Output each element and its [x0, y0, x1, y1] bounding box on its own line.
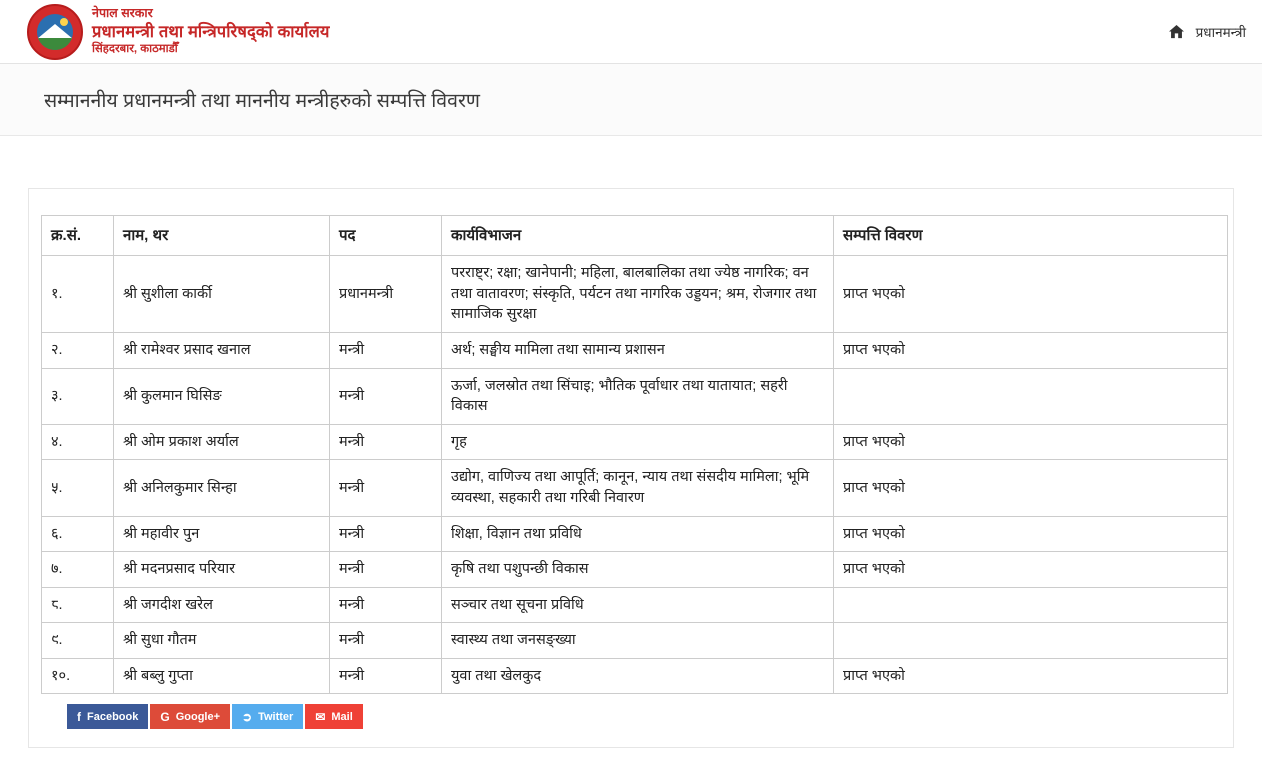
cell-post: मन्त्री [330, 424, 442, 460]
cell-property: प्राप्त भएको [834, 333, 1228, 369]
cell-sn: ४. [42, 424, 114, 460]
cell-post: मन्त्री [330, 623, 442, 659]
twitter-icon: ➲ [242, 709, 253, 724]
share-facebook-button[interactable] [67, 704, 148, 729]
cell-sn: ९. [42, 623, 114, 659]
cell-post: मन्त्री [330, 587, 442, 623]
column-header-name: नाम, थर [114, 216, 330, 256]
column-header-sn: क्र.सं. [42, 216, 114, 256]
nepal-government-emblem-icon [28, 5, 82, 59]
cell-post: मन्त्री [330, 460, 442, 516]
header-nav [1169, 23, 1248, 41]
column-header-post: पद [330, 216, 442, 256]
cell-work: शिक्षा, विज्ञान तथा प्रविधि [442, 516, 834, 552]
cell-property [834, 623, 1228, 659]
cell-name: श्री मदनप्रसाद परियार [114, 552, 330, 588]
cell-name: श्री ओम प्रकाश अर्याल [114, 424, 330, 460]
cell-post: मन्त्री [330, 333, 442, 369]
brand-line-office: प्रधानमन्त्री तथा मन्त्रिपरिषद्को कार्यालय [92, 22, 330, 41]
cell-work: गृह [442, 424, 834, 460]
cell-post: मन्त्री [330, 658, 442, 694]
cell-name: श्री बब्लु गुप्ता [114, 658, 330, 694]
facebook-icon: f [77, 709, 81, 724]
cell-work: युवा तथा खेलकुद [442, 658, 834, 694]
cell-property: प्राप्त भएको [834, 460, 1228, 516]
cell-work: अर्थ; सङ्घीय मामिला तथा सामान्य प्रशासन [442, 333, 834, 369]
google-plus-icon: G [160, 709, 170, 724]
cell-work: कृषि तथा पशुपन्छी विकास [442, 552, 834, 588]
share-mail-label: Mail [331, 710, 353, 723]
cell-sn: ५. [42, 460, 114, 516]
table-header-row [42, 216, 1228, 256]
table-row [42, 424, 1228, 460]
cell-name: श्री सुधा गौतम [114, 623, 330, 659]
brand-text [92, 6, 330, 57]
table-row [42, 658, 1228, 694]
cell-property: प्राप्त भएको [834, 552, 1228, 588]
content-wrap [0, 136, 1262, 748]
cell-sn: ७. [42, 552, 114, 588]
table-row [42, 587, 1228, 623]
cell-work: सञ्चार तथा सूचना प्रविधि [442, 587, 834, 623]
column-header-work: कार्यविभाजन [442, 216, 834, 256]
cell-property [834, 368, 1228, 424]
brand[interactable] [28, 5, 330, 59]
cell-work: स्वास्थ्य तथा जनसङ्ख्या [442, 623, 834, 659]
table-row [42, 368, 1228, 424]
share-mail-button[interactable] [305, 704, 362, 729]
cell-work: ऊर्जा, जलस्रोत तथा सिंचाइ; भौतिक पूर्वाधार तथा यातायात; सहरी विकास [442, 368, 834, 424]
cell-sn: २. [42, 333, 114, 369]
column-header-property: सम्पत्ति विवरण [834, 216, 1228, 256]
cell-post: मन्त्री [330, 368, 442, 424]
mail-icon: ✉ [315, 709, 326, 724]
table-row [42, 516, 1228, 552]
cell-post: मन्त्री [330, 516, 442, 552]
cell-property: प्राप्त भएको [834, 256, 1228, 333]
cell-name: श्री अनिलकुमार सिन्हा [114, 460, 330, 516]
share-google-plus-label: Google+ [175, 710, 221, 723]
cell-property: प्राप्त भएको [834, 424, 1228, 460]
cell-sn: ३. [42, 368, 114, 424]
brand-line-address: सिंहदरबार, काठमाडौँ [92, 43, 178, 56]
cell-sn: १. [42, 256, 114, 333]
cell-property: प्राप्त भएको [834, 516, 1228, 552]
nav-item-prime-minister[interactable]: प्रधानमन्त्री [1195, 24, 1246, 40]
cell-post: प्रधानमन्त्री [330, 256, 442, 333]
share-facebook-label: Facebook [87, 710, 139, 723]
share-buttons [67, 704, 1221, 729]
share-twitter-label: Twitter [258, 710, 294, 723]
cell-name: श्री कुलमान घिसिङ [114, 368, 330, 424]
share-twitter-button[interactable] [232, 704, 303, 729]
cell-post: मन्त्री [330, 552, 442, 588]
cell-property [834, 587, 1228, 623]
cell-sn: १०. [42, 658, 114, 694]
property-details-table [41, 215, 1228, 694]
table-row [42, 552, 1228, 588]
cell-work: उद्योग, वाणिज्य तथा आपूर्ति; कानून, न्याय तथा संसदीय मामिला; भूमि व्यवस्था, सहकारी तथा गरिबी निवारण [442, 460, 834, 516]
table-row [42, 460, 1228, 516]
cell-work: परराष्ट्र; रक्षा; खानेपानी; महिला, बालबालिका तथा ज्येष्ठ नागरिक; वन तथा वातावरण; संस्कृति, पर्यटन तथा नागरिक उड्डयन; श्रम, रोजगार तथा सामाजिक सुरक्षा [442, 256, 834, 333]
page-title-band [0, 64, 1262, 136]
cell-name: श्री सुशीला कार्की [114, 256, 330, 333]
cell-name: श्री महावीर पुन [114, 516, 330, 552]
brand-line-government: नेपाल सरकार [92, 6, 153, 21]
table-row [42, 623, 1228, 659]
table-row [42, 333, 1228, 369]
share-google-plus-button[interactable] [150, 704, 230, 729]
cell-name: श्री जगदीश खरेल [114, 587, 330, 623]
content-card [28, 188, 1234, 748]
home-icon[interactable] [1169, 24, 1184, 39]
page-title: सम्माननीय प्रधानमन्त्री तथा माननीय मन्त्रीहरुको सम्पत्ति विवरण [44, 90, 481, 112]
cell-sn: ८. [42, 587, 114, 623]
cell-name: श्री रामेश्वर प्रसाद खनाल [114, 333, 330, 369]
cell-sn: ६. [42, 516, 114, 552]
cell-property: प्राप्त भएको [834, 658, 1228, 694]
table-row [42, 256, 1228, 333]
site-header [0, 0, 1262, 64]
